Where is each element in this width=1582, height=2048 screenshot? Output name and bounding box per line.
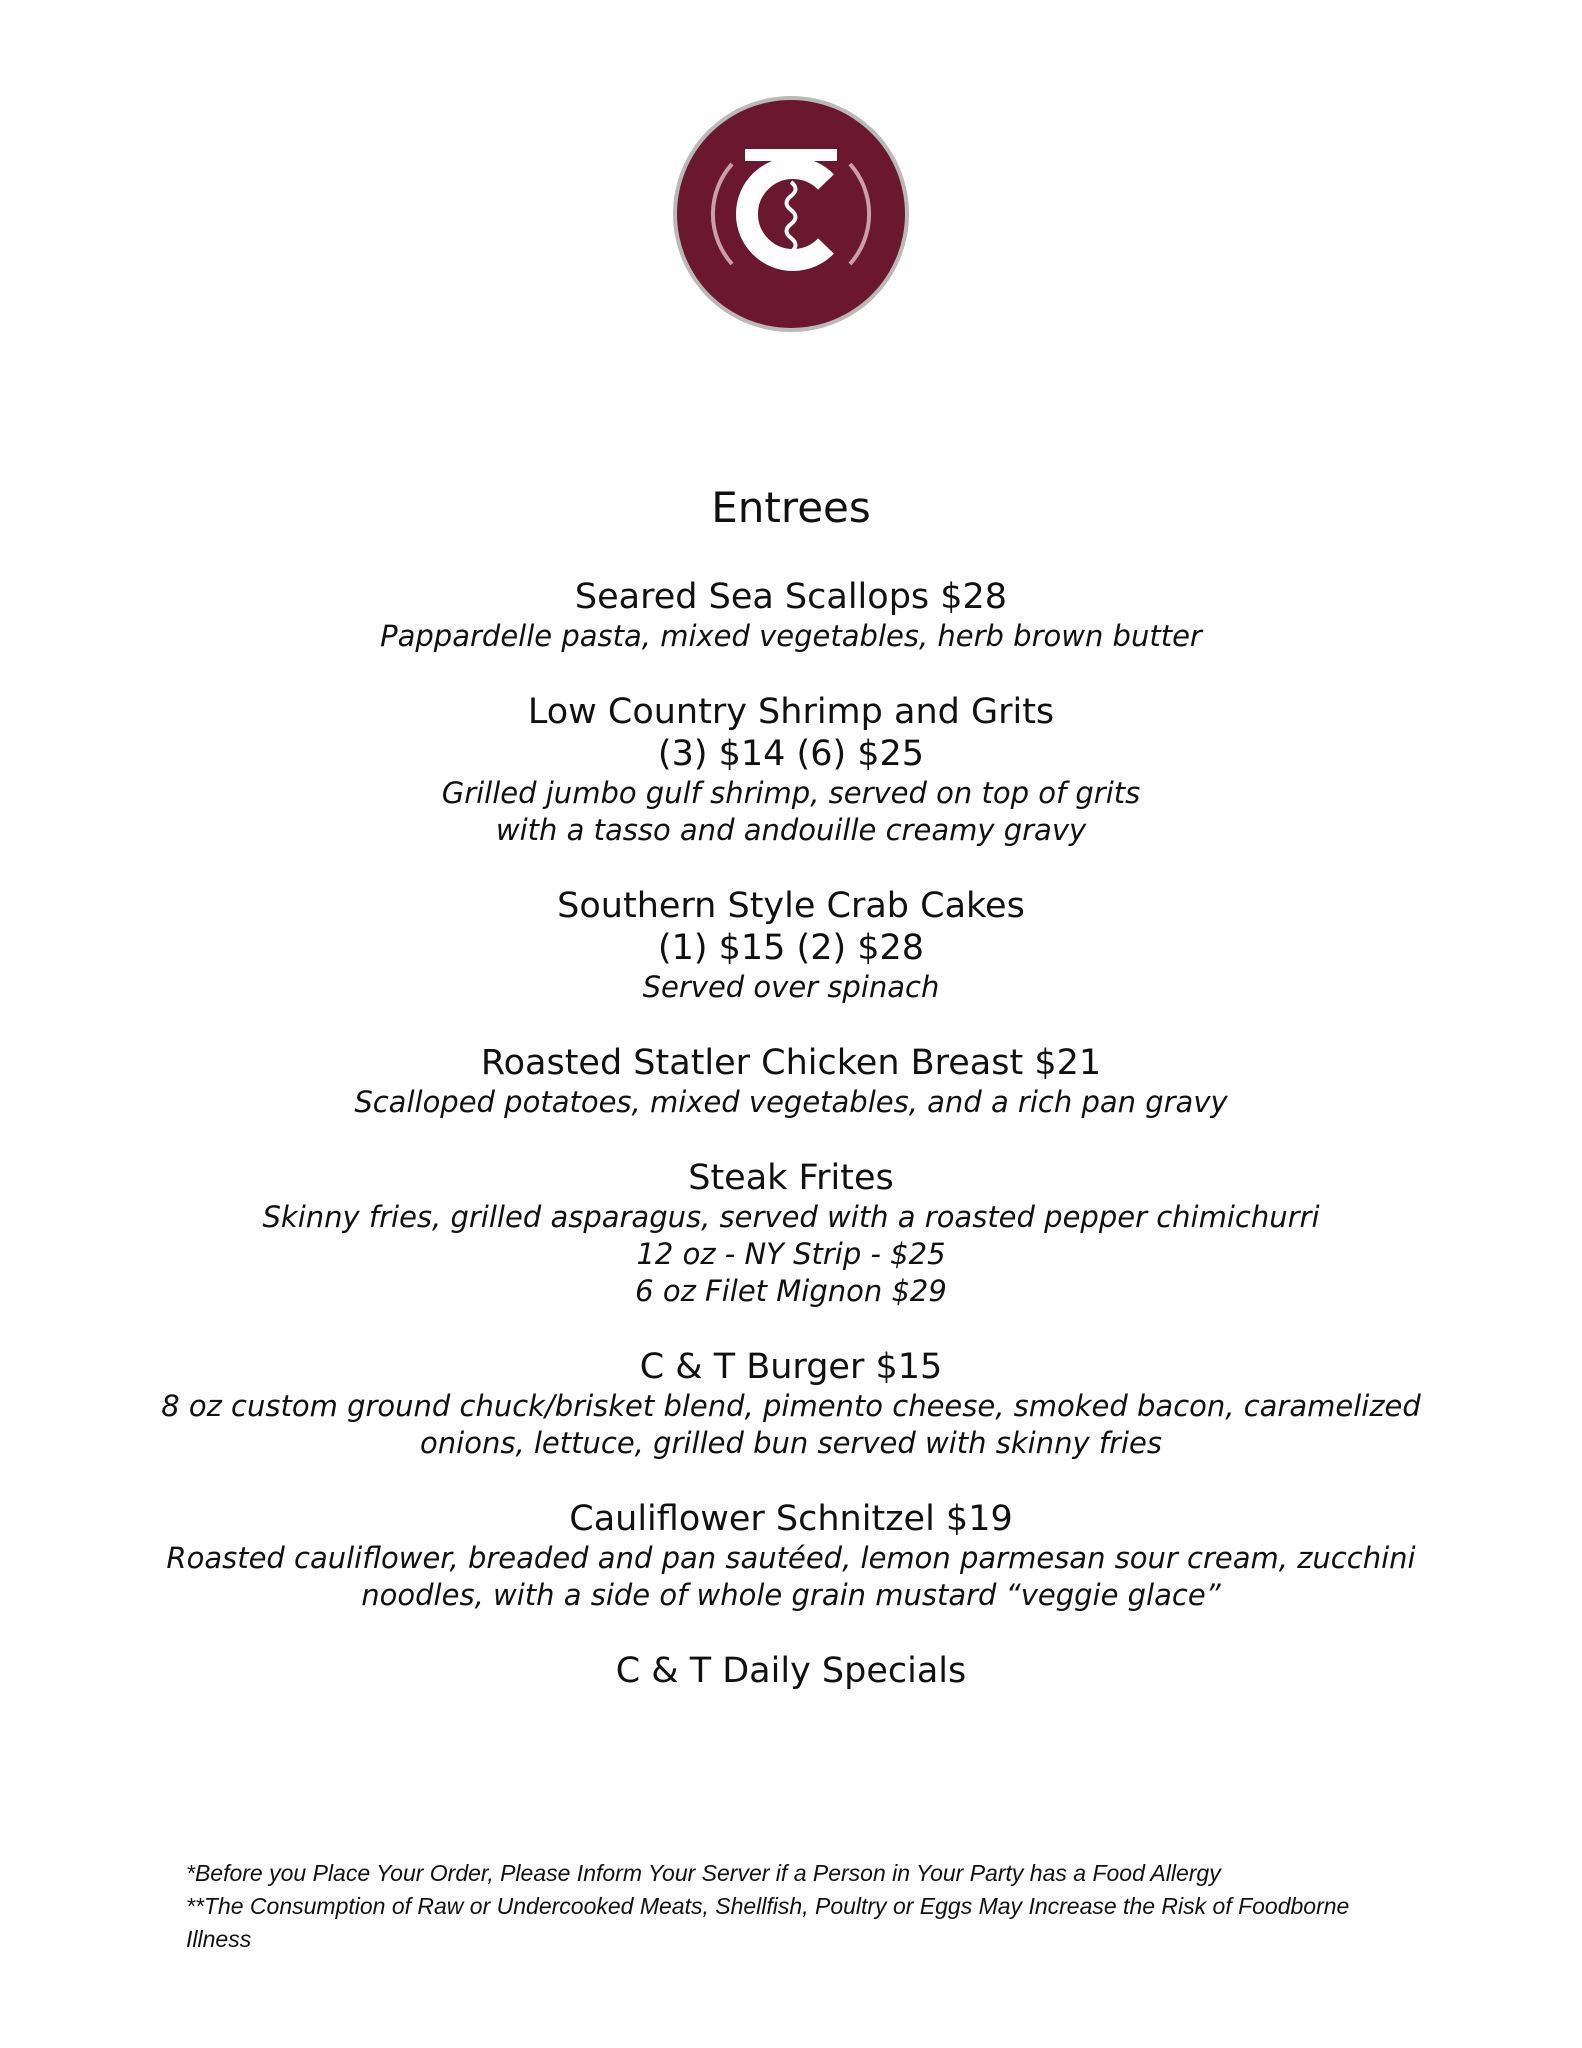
restaurant-logo: [671, 94, 911, 334]
menu-item: [0, 576, 1582, 655]
section-title: Entrees: [711, 483, 871, 532]
item-description: with a tasso and andouille creamy gravy: [495, 813, 1087, 847]
menu-item: [0, 1498, 1582, 1614]
item-name: Roasted Statler Chicken Breast $21: [480, 1043, 1102, 1083]
item-name: Low Country Shrimp and Grits: [527, 692, 1055, 732]
item-name: Seared Sea Scallops $28: [574, 577, 1008, 617]
menu-page: [0, 478, 1582, 1728]
menu-item: [0, 1157, 1582, 1310]
logo-t-stem: [785, 149, 796, 179]
item-price: (1) $15 (2) $28: [657, 928, 925, 968]
item-description: onions, lettuce, grilled bun served with skinny fries: [420, 1426, 1162, 1460]
menu-item: [0, 1346, 1582, 1462]
menu-item: [0, 885, 1582, 1006]
item-option: 6 oz Filet Mignon $29: [635, 1274, 947, 1308]
item-description: 8 oz custom ground chuck/brisket blend, pimento cheese, smoked bacon, caramelized: [161, 1389, 1421, 1423]
item-description: Pappardelle pasta, mixed vegetables, herb brown butter: [380, 619, 1202, 653]
item-name: Cauliflower Schnitzel $19: [569, 1499, 1013, 1539]
item-description: Served over spinach: [642, 970, 940, 1004]
item-option: 12 oz - NY Strip - $25: [636, 1237, 946, 1271]
item-name: C & T Daily Specials: [615, 1651, 967, 1691]
item-description: Roasted cauliflower, breaded and pan sautéed, lemon parmesan sour cream, zucchini: [166, 1541, 1416, 1575]
item-description: Grilled jumbo gulf shrimp, served on top of grits: [441, 776, 1141, 810]
menu-item: [0, 1042, 1582, 1121]
item-description: noodles, with a side of whole grain mustard “veggie glace”: [361, 1578, 1221, 1612]
consumption-warning: **The Consumption of Raw or Undercooked Meats, Shellfish, Poultry or Eggs May Increase the Risk of Foodborne Illness: [186, 1893, 1350, 1952]
item-description: Skinny fries, grilled asparagus, served with a roasted pepper chimichurri: [262, 1200, 1320, 1234]
menu-item: [0, 691, 1582, 849]
footer-notice: [186, 1857, 1396, 1956]
item-name: Steak Frites: [688, 1158, 894, 1198]
item-description: Scalloped potatoes, mixed vegetables, and a rich pan gravy: [354, 1085, 1228, 1119]
item-name: Southern Style Crab Cakes: [557, 886, 1025, 926]
item-name: C & T Burger $15: [639, 1347, 943, 1387]
allergy-notice: *Before you Place Your Order, Please Inform Your Server if a Person in Your Party has a Food Allergy: [186, 1860, 1221, 1886]
menu-item: [0, 1650, 1582, 1692]
item-price: (3) $14 (6) $25: [657, 734, 925, 774]
